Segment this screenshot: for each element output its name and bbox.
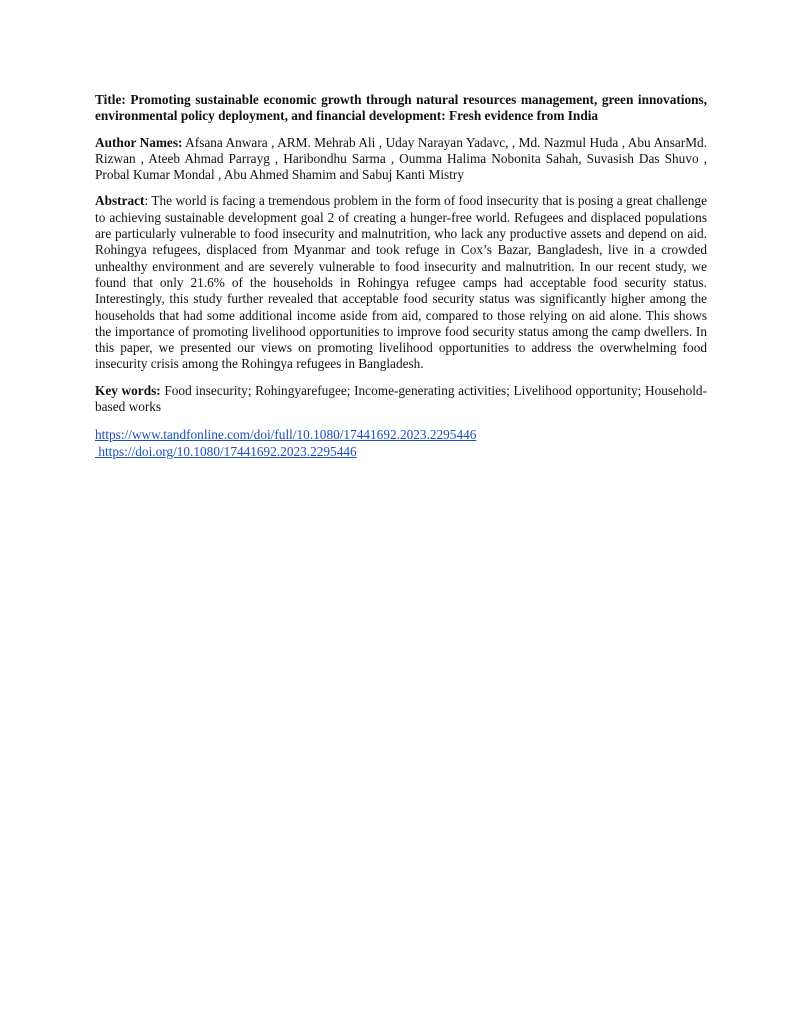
title-paragraph — [95, 92, 707, 125]
keywords-label: Key words: — [95, 382, 161, 398]
document-page — [95, 92, 707, 460]
author-names: Afsana Anwara , ARM. Mehrab Ali , Uday Narayan Yadavc, , Md. Nazmul Huda , Abu AnsarMd. Rizwan , Ateeb Ahmad Parrayg , Haribondhu Sarma , Oumma Halima Nobonita Sahah, Suvasish Das Shuvo , Probal Kumar Mondal , Abu Ahmed Shamim and Sabuj Kanti Mistry — [95, 134, 707, 183]
abstract-label: Abstract — [95, 193, 145, 209]
title-label: Title: — [95, 92, 126, 107]
paper-title: Promoting sustainable economic growth through natural resources management, green innovations, environmental policy deployment, and financial development: Fresh evidence from India — [95, 92, 708, 124]
doi-link[interactable]: https://doi.org/10.1080/17441692.2023.2295446 — [95, 443, 357, 459]
keywords-paragraph — [95, 383, 707, 416]
keywords-text: Food insecurity; Rohingyarefugee; Income-generating activities; Livelihood opportunity; Household-based works — [95, 382, 708, 415]
abstract-paragraph — [95, 193, 707, 372]
links-section — [95, 427, 707, 460]
tandfonline-link[interactable]: https://www.tandfonline.com/doi/full/10.1080/17441692.2023.2295446 — [95, 427, 477, 443]
abstract-text: : The world is facing a tremendous problem in the form of food insecurity that is posing a great challenge to achieving sustainable development goal 2 of creating a hunger-free world. Refugees and displaced populations are particularly vulnerable to food insecurity and malnutrition, who lack any productive assets and depend on aid. Rohingya refugees, displaced from Myanmar and took refuge in Cox’s Bazar, Bangladesh, live in a crowded unhealthy environment and are severely vulnerable to food insecurity and malnutrition. In our recent study, we found that only 21.6% of the households in Rohingya refugee camps had acceptable food security status. Interestingly, this study further revealed that acceptable food security status was significantly higher among the households that had some additional income aside from aid, compared to those relying on aid alone. This shows the importance of promoting livelihood opportunities to improve food security status among the camp dwellers. In this paper, we presented our views on promoting livelihood opportunities to address the overwhelming food insecurity crisis among the Rohingya refugees in Bangladesh. — [95, 193, 707, 372]
authors-paragraph — [95, 135, 707, 184]
authors-label: Author Names: — [95, 134, 183, 150]
